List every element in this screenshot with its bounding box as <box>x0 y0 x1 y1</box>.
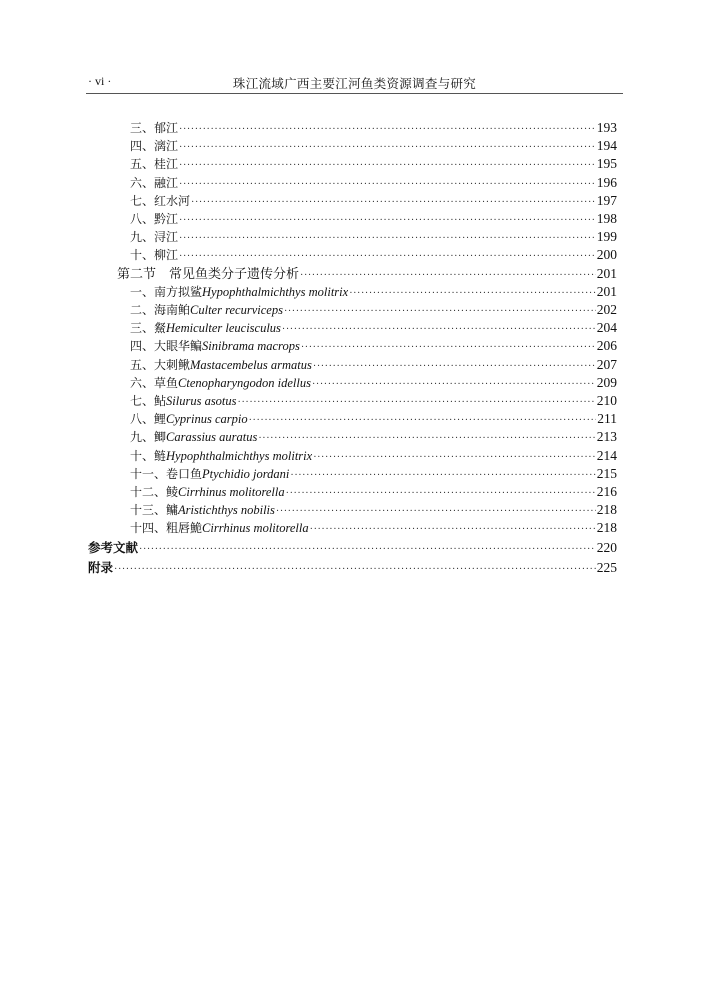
dot-leader <box>114 561 596 579</box>
toc-entry[interactable] <box>130 519 617 537</box>
entry-title: 九、鲫 <box>130 430 167 445</box>
entry-title: 一、南方拟鲨 <box>130 284 203 299</box>
entry-page-number: 193 <box>596 120 617 135</box>
toc-entry[interactable] <box>130 192 617 210</box>
toc-entry[interactable] <box>130 283 617 301</box>
entry-page-number: 198 <box>596 211 617 226</box>
entry-page-number: 206 <box>596 338 617 354</box>
toc-entry[interactable] <box>130 228 617 246</box>
toc-entry[interactable] <box>130 447 617 465</box>
entry-title: 四、大眼华鳊 <box>130 339 203 354</box>
entry-title: 二、海南鲌 <box>130 303 191 317</box>
entry-page-number: 211 <box>597 411 617 427</box>
entry-scientific-name: Culter recurviceps <box>190 303 283 317</box>
entry-title: 六、融江 <box>130 175 179 190</box>
entry-title: 三、郁江 <box>130 121 179 135</box>
entry-scientific-name: Hemiculter leucisculus <box>166 321 281 336</box>
entry-title: 十三、鳙 <box>130 503 179 518</box>
entry-title: 十、柳江 <box>130 248 179 263</box>
toc-references-entry[interactable] <box>88 539 617 557</box>
entry-scientific-name: Cirrhinus molitorella <box>202 521 309 536</box>
entry-page-number: 201 <box>596 265 617 281</box>
entry-title: 十二、鲮 <box>130 485 179 499</box>
entry-scientific-name: Ctenopharyngodon idellus <box>178 375 311 390</box>
entry-title: 参考文献 <box>88 539 139 555</box>
entry-page-number: 209 <box>596 374 617 390</box>
entry-scientific-name: Hypophthalmichthys molitrix <box>166 448 313 463</box>
toc-entry[interactable] <box>130 465 617 483</box>
entry-scientific-name: Hypophthalmichthys molitrix <box>202 284 349 299</box>
dot-leader <box>310 521 596 539</box>
entry-title: 七、鲇 <box>130 394 167 408</box>
toc-entry[interactable] <box>130 428 617 446</box>
entry-page-number: 197 <box>596 192 617 208</box>
page-folio: · vi · <box>88 74 112 88</box>
toc-entry[interactable] <box>130 137 617 155</box>
entry-title: 十一、卷口鱼 <box>130 466 203 481</box>
toc-section-entry[interactable] <box>117 265 617 283</box>
toc-entry[interactable] <box>130 319 617 337</box>
entry-title: 七、红水河 <box>130 193 191 208</box>
entry-title: 附录 <box>88 559 114 575</box>
page-header <box>86 74 623 92</box>
entry-page-number: 200 <box>596 247 617 263</box>
entry-page-number: 215 <box>596 465 617 481</box>
entry-title: 三、䱗 <box>130 321 167 336</box>
entry-scientific-name: Cirrhinus molitorella <box>178 485 285 499</box>
entry-title: 九、浔江 <box>130 230 179 245</box>
toc-entry[interactable] <box>130 337 617 355</box>
running-title: 珠江流域广西主要江河鱼类资源调查与研究 <box>232 76 477 91</box>
toc-entry[interactable] <box>130 210 617 228</box>
entry-title: 六、草鱼 <box>130 375 179 390</box>
entry-page-number: 225 <box>596 559 617 575</box>
entry-page-number: 214 <box>596 447 617 463</box>
entry-page-number: 201 <box>596 283 617 299</box>
entry-title: 八、鲤 <box>130 412 167 427</box>
entry-page-number: 218 <box>596 502 617 518</box>
entry-scientific-name: Sinibrama macrops <box>202 339 300 354</box>
entry-page-number: 213 <box>596 429 617 445</box>
toc-entry[interactable] <box>130 374 617 392</box>
entry-page-number: 216 <box>596 484 617 499</box>
dot-leader <box>139 541 596 559</box>
entry-page-number: 202 <box>596 302 617 317</box>
toc-entry[interactable] <box>130 483 617 501</box>
entry-title: 四、漓江 <box>130 139 179 154</box>
entry-page-number: 207 <box>596 356 617 372</box>
entry-page-number: 194 <box>596 138 617 154</box>
toc-entry[interactable] <box>130 246 617 264</box>
entry-title: 五、大刺鳅 <box>130 357 191 372</box>
entry-page-number: 199 <box>596 229 617 245</box>
toc-entry[interactable] <box>130 301 617 319</box>
entry-scientific-name: Carassius auratus <box>166 430 258 445</box>
toc-entry[interactable] <box>130 174 617 192</box>
entry-title: 第二节 常见鱼类分子遗传分析 <box>117 266 300 282</box>
entry-scientific-name: Aristichthys nobilis <box>178 503 275 518</box>
entry-page-number: 204 <box>596 320 617 336</box>
entry-scientific-name: Mastacembelus armatus <box>190 357 312 372</box>
entry-scientific-name: Cyprinus carpio <box>166 412 248 427</box>
toc-appendix-entry[interactable] <box>88 559 617 577</box>
toc-entry[interactable] <box>130 356 617 374</box>
entry-title: 十四、粗唇鮠 <box>130 521 203 536</box>
header-rule <box>86 93 623 94</box>
entry-scientific-name: Ptychidio jordani <box>202 466 290 481</box>
entry-scientific-name: Silurus asotus <box>166 394 237 408</box>
entry-page-number: 196 <box>596 174 617 190</box>
entry-title: 十、鲢 <box>130 448 167 463</box>
entry-page-number: 220 <box>596 539 617 555</box>
entry-page-number: 195 <box>596 156 617 172</box>
entry-page-number: 210 <box>596 393 617 408</box>
toc-entry[interactable] <box>130 501 617 519</box>
entry-page-number: 218 <box>596 520 617 536</box>
entry-title: 五、桂江 <box>130 157 179 172</box>
toc-entry[interactable] <box>130 410 617 428</box>
toc-entry[interactable] <box>130 155 617 173</box>
toc-entry[interactable] <box>130 119 617 137</box>
toc-entry[interactable] <box>130 392 617 410</box>
entry-title: 八、黔江 <box>130 212 179 226</box>
